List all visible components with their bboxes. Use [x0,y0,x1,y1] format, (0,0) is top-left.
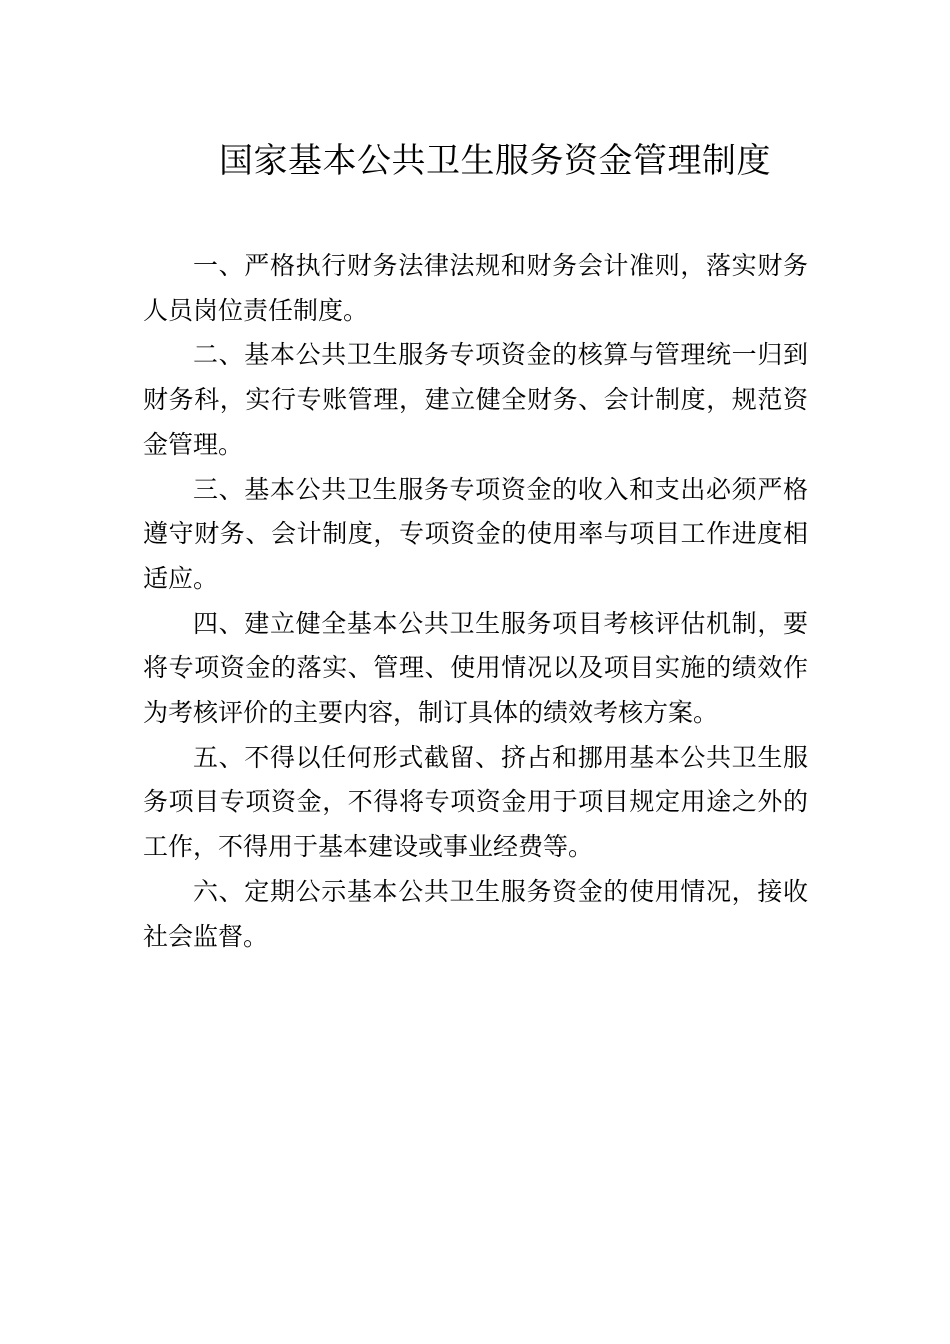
document-body [143,244,808,959]
paragraph-4: 四、建立健全基本公共卫生服务项目考核评估机制，要将专项资金的落实、管理、使用情况以及项目实施的绩效作为考核评价的主要内容，制订具体的绩效考核方案。 [143,608,808,728]
paragraph-1: 一、严格执行财务法律法规和财务会计准则，落实财务人员岗位责任制度。 [143,251,808,325]
paragraph-3: 三、基本公共卫生服务专项资金的收入和支出必须严格遵守财务、会计制度，专项资金的使用率与项目工作进度相适应。 [143,474,808,593]
paragraph-2: 二、基本公共卫生服务专项资金的核算与管理统一归到财务科，实行专账管理，建立健全财务、会计制度，规范资金管理。 [143,340,808,459]
paragraph-5: 五、不得以任何形式截留、挤占和挪用基本公共卫生服务项目专项资金，不得将专项资金用于项目规定用途之外的工作，不得用于基本建设或事业经费等。 [143,742,808,862]
document-title: 国家基本公共卫生服务资金管理制度 [219,141,771,181]
paragraph-6: 六、定期公示基本公共卫生服务资金的使用情况，接收社会监督。 [143,876,808,951]
